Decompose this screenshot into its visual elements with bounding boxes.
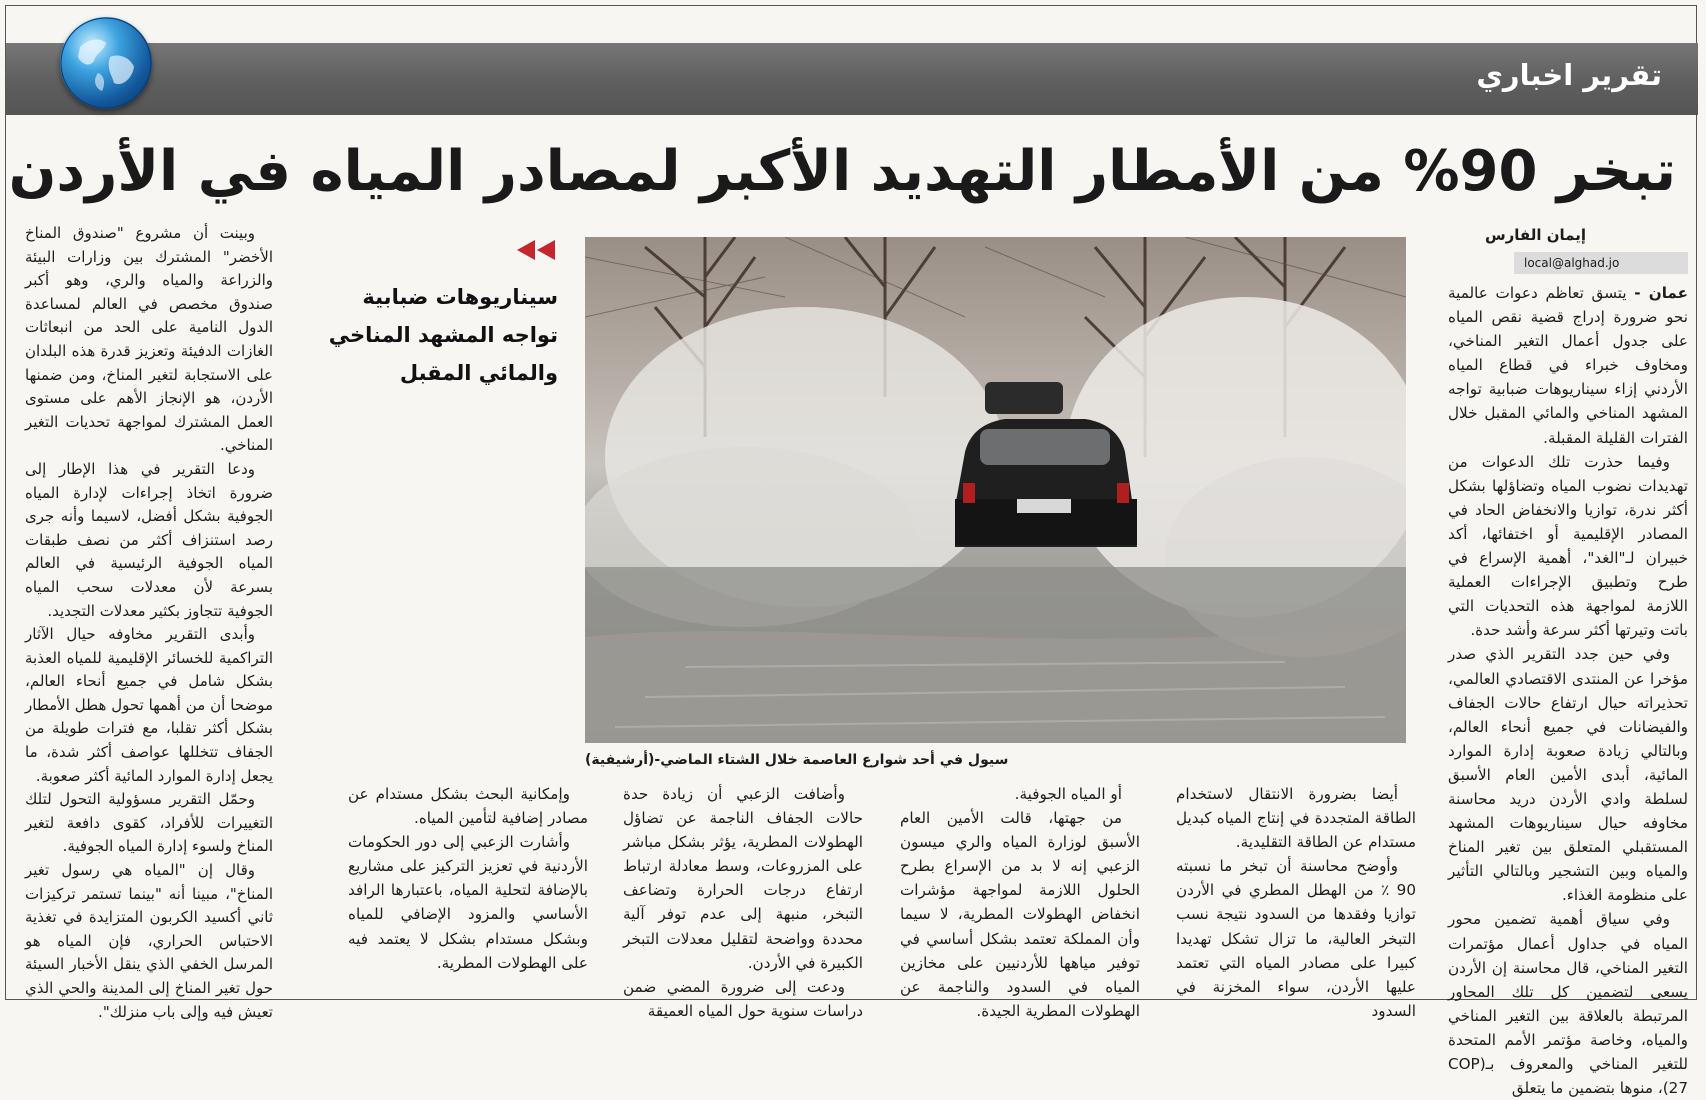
paragraph: وفي حين جدد التقرير الذي صدر مؤخرا عن المنتدى الاقتصادي العالمي، تحذيراته حيال ارتفاع حالات الجفاف والفيضانات في جميع أنحاء العالم، وبالتالي زيادة صعوبة إدارة الموارد المائية، أبدى الأمين العام الأسبق لسلطة وادي الأردن دريد محاسنة مخاوفه حيال سيناريوهات المشهد المستقبلي المتعلق بين تغير المناخ والمياه وبين التشجير وبالتالي التأثير على منظومة الغذاء. [1448,645,1688,905]
paragraph: وإمكانية البحث بشكل مستدام عن مصادر إضافية لتأمين المياه. [348,785,588,828]
headline: تبخر 90% من الأمطار التهديد الأكبر لمصادر المياه في الأردن [8,139,1676,204]
paragraph: وأوضح محاسنة أن تبخر ما نسبته 90 ٪ من الهطل المطري في الأردن توازيا وفقدها من السدود نتيجة نسب التبخر العالية، ما تزال تشكل تهديدا كبيرا على مصادر المياه التي تعتمد عليها الأردن، سواء المخزنة في السدود [1176,857,1416,1020]
photo-caption-text: سيول في أحد شوارع العاصمة خلال الشتاء الماضي-(أرشيفية) [585,752,1009,768]
subheading: سيناريوهات ضبابية تواجه المشهد المناخي والمائي المقبل [328,285,558,385]
paragraph: ودعا التقرير في هذا الإطار إلى ضرورة اتخاذ إجراءات لإدارة المياه الجوفية بشكل أفضل، لاسيما وأنه جرى رصد استنزاف أكثر من نصف طبقات المياه الجوفية الرئيسية في العالم بسرعة لأن معدلات سحب المياه الجوفية تتجاوز بكثير معدلات التجديد. [25,459,273,620]
paragraph: وبينت أن مشروع "صندوق المناخ الأخضر" المشترك بين وزارات البيئة والزراعة والمياه والري، وهو أكبر صندوق مخصص في العالم لمساعدة الدول النامية على الحد من انبعاثات الغازات الدفيئة وتعزيز قدرة هذه البلدان على الاستجابة لتغير المناخ، ومن ضمنها الأردن، هو الإنجاز الأهم على مستوى العمل المشترك لمواجهة تحديات التغير المناخي. [25,224,273,455]
news-photo [585,237,1406,743]
column-2 [1176,782,1416,1023]
paragraph: أو المياه الجوفية. [1014,785,1122,803]
section-band [6,43,1698,115]
paragraph: وأبدى التقرير مخاوفه حيال الآثار التراكمية للخسائر الإقليمية للمياه العذبة بشكل شامل في جميع أنحاء العالم، موضحا أن من أهمها تحول هطل الأمطار بشكل أكثر تقلبا، مع فترات طويلة من الجفاف تتخللها عواصف أكثر شدة، ما يجعل إدارة الموارد المائية أكثر صعوبة. [25,625,273,785]
section-label: تقرير اخباري [1476,58,1662,92]
byline-email [1514,252,1688,274]
paragraph-text: يتسق تعاظم دعوات عالمية نحو ضرورة إدراج قضية نقص المياه على جدول أعمال التغير المناخي، ومخاوف خبراء في قطاع المياه الأردني إزاء سيناريوهات ضبابية تواجه المشهد المناخي والمائي المقبل خلال الفترات القليلة المقبلة. [1448,284,1688,447]
column-5 [348,782,588,975]
dateline: عمان - [1634,284,1688,302]
paragraph: وفي سياق أهمية تضمين محور المياه في جداول أعمال مؤتمرات التغير المناخي، قال محاسنة إن الأردن يسعى لتضمين كل تلك المحاور المرتبطة بالعلاقة بين التغير المناخي والمياه، وخاصة مؤتمر الأمم المتحدة للتغير المناخي والمعروف بـ(COP 27)، منوها بتضمين ما يتعلق [1448,910,1688,1098]
paragraph: وحمّل التقرير مسؤولية التحول لتلك التغييرات للأفراد، كقوى دافعة لتغير المناخ ولسوء إدارة المياه الجوفية. [25,790,273,856]
globe-logo-icon [60,17,152,109]
column-6 [25,222,273,1024]
paragraph: أيضا بضرورة الانتقال لاستخدام الطاقة المتجددة في إنتاج المياه كبديل مستدام عن الطاقة التقليدية. [1176,785,1416,852]
paragraph: وأشارت الزعبي إلى دور الحكومات الأردنية في تعزيز التركيز على مشاريع بالإضافة لتحلية المياه، باعتبارها الرافد الأساسي والمزود الإضافي للمياه وبشكل مستدام بشكل لا يعتمد فيه على الهطولات المطرية. [348,833,588,972]
paragraph: وفيما حذرت تلك الدعوات من تهديدات نضوب المياه وتضاؤلها بشكل أكثر ندرة، توازيا والانخفاض الحاد في المصادر الإقليمية أو اختفائها، أكد خبيران لـ"الغد"، أهمية الإسراع في طرح وتطبيق الإجراءات العملية اللازمة لمواجهة هذه التحديات التي باتت وتيرتها أكثر سرعة وأشد حدة. [1448,452,1688,640]
double-arrow-icon [515,237,559,263]
column-4 [623,782,863,1023]
paragraph: ودعت إلى ضرورة المضي ضمن دراسات سنوية حول المياه العميقة [623,977,863,1020]
byline-email-text: local@alghad.jo [1524,256,1620,270]
byline-name: إيمان الفارس [1484,226,1586,244]
paragraph: وأضافت الزعبي أن زيادة حدة حالات الجفاف الناجمة عن تضاؤل الهطولات المطرية، يؤثر بشكل مباشر على المزروعات، وسط معادلة ارتباط ارتفاع درجات الحرارة وتضاعف التبخر، منبهة إلى عدم توفر آلية محددة وواضحة لتقليل معدلات التبخر الكبيرة في الأردن. [623,785,863,972]
paragraph [1448,281,1688,450]
column-3 [900,782,1140,1023]
photo-caption [585,752,1406,768]
paragraph: من جهتها، قالت الأمين العام الأسبق لوزارة المياه والري ميسون الزعبي إنه لا بد من الإسراع بطرح الحلول اللازمة لمواجهة مؤشرات انخفاض الهطولات المطرية، لا سيما وأن المملكة تعتمد بشكل أساسي في توفير مياهها للأردنيين على مخازين المياه في السدود والناجمة عن الهطولات المطرية الجيدة. [900,809,1140,1020]
paragraph: وقال إن "المياه هي رسول تغير المناخ"، مبينا أنه "بينما تستمر تركيزات ثاني أكسيد الكربون المتزايدة في تغذية الاحتباس الحراري، فإن المياه هو المرسل الخفي الذي ينقل الأخبار السيئة حول تغير المناخ إلى المدينة والحي الذي تعيش فيه وإلى باب منزلك". [25,861,273,1021]
column-1 [1448,281,1688,1100]
